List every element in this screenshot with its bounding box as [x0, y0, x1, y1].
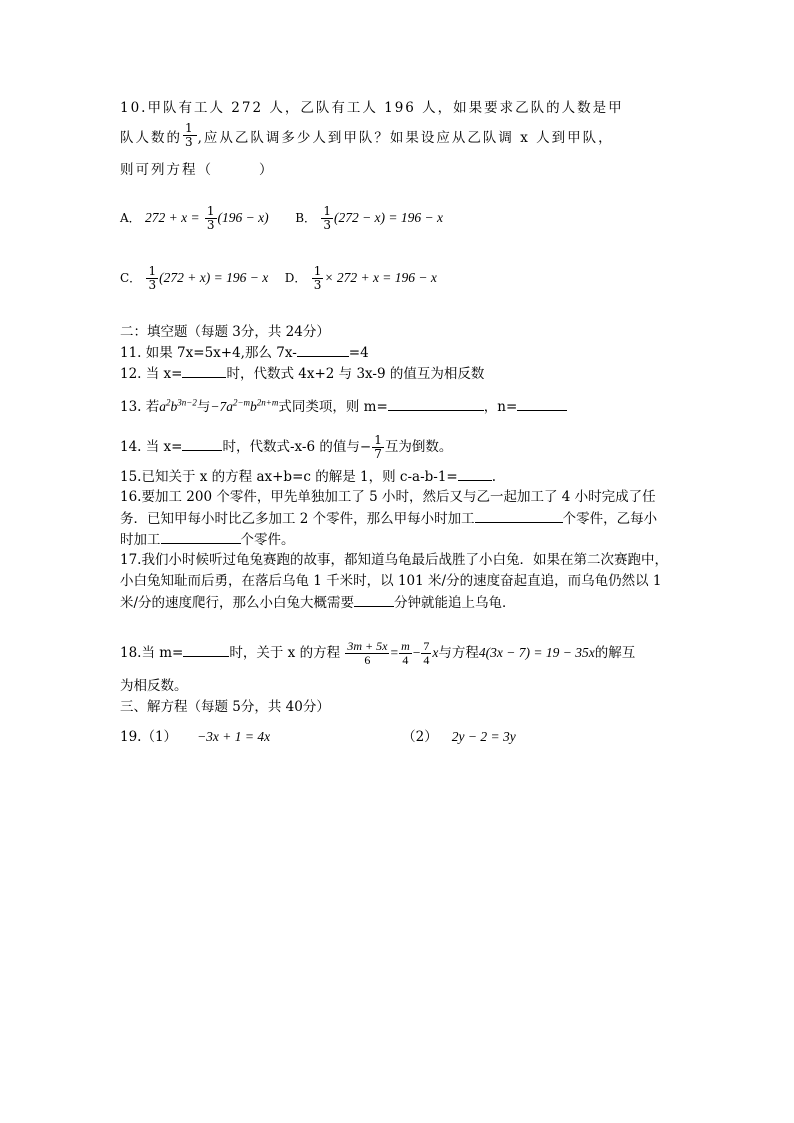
- q18-line2: 为相反数。: [120, 678, 188, 694]
- q19-eq2: 2y − 2 = 3y: [451, 729, 516, 744]
- q16-line1: 16.要加工 200 个零件，甲先单独加工了 5 小时，然后又与乙一起加工了 4 小时完成了任: [120, 489, 656, 505]
- q10-line3: 则可列方程（ ）: [120, 162, 275, 178]
- q18-blank[interactable]: [183, 642, 229, 657]
- q17-blank[interactable]: [354, 592, 394, 607]
- q13: 13. 若$a^2b^{3n-2}$与$-7a^{2-m}b^{2n+m}$式同类项，则 m= ，n=: [120, 396, 680, 417]
- q12-blank[interactable]: [182, 363, 226, 378]
- q10-options-ab: A． 272 + x = $\frac{1}{3}$ (196 − x) B． $\frac{1}{3}$ (272 − x) = 196 − x: [120, 204, 444, 232]
- option-c-eq: (272 + x) = 196 − x: [159, 270, 269, 285]
- option-a-eq-right: (196 − x): [217, 210, 269, 225]
- option-a-label: A．: [120, 211, 141, 225]
- q16-blank-a[interactable]: [475, 508, 563, 523]
- q13-blank-n[interactable]: [517, 396, 567, 411]
- q19-eq1: −3x + 1 = 4x: [197, 729, 271, 744]
- option-d-label: D．: [284, 271, 307, 285]
- q16-line3: 时加工 个零件。: [120, 529, 680, 550]
- option-b-label: B．: [295, 211, 317, 225]
- q10-frac-den: 3: [185, 135, 195, 149]
- q12: 12. 当 x= 时，代数式 4x+2 与 3x-9 的值互为相反数: [120, 363, 680, 384]
- option-a-eq-left: 272 + x =: [144, 210, 200, 225]
- q14: 14. 当 x= 时，代数式-x-6 的值与− $\frac{1}{7}$ 互为倒数。: [120, 433, 453, 461]
- section3-title: 三、解方程（每题 5分，共 40分）: [120, 699, 330, 715]
- option-c-label: C．: [120, 271, 142, 285]
- option-d-eq: × 272 + x = 196 − x: [324, 270, 437, 285]
- q18: 18.当 m= 时，关于 x 的方程 $\frac{3m + 5x}{6}$ = $\frac{m}{4}$ − $\frac{7}{4}$ x与方程4(3x − 7) = 19 − 35x的解互: [120, 639, 636, 667]
- q10-line1: 10.甲队有工人 272 人，乙队有工人 196 人，如果要求乙队的人数是甲: [120, 100, 624, 116]
- q14-frac-den: 7: [374, 447, 382, 461]
- q10-line2: 队人数的 $\frac{1}{3}$ ,应从乙队调多少人到甲队？如果设应从乙队调 x 人到甲队，: [120, 121, 614, 149]
- section2-title: 二：填空题（每题 3分，共 24分）: [120, 324, 330, 340]
- q10-options-cd: C． $\frac{1}{3}$ (272 + x) = 196 − x D． $\frac{1}{3}$ × 272 + x = 196 − x: [120, 264, 437, 292]
- q10-frac-num: 1: [185, 121, 195, 135]
- q17-line3: 米/分的速度爬行，那么小白兔大概需要 分钟就能追上乌龟．: [120, 592, 680, 613]
- q14-blank[interactable]: [182, 436, 222, 451]
- q16-blank-b[interactable]: [161, 529, 241, 544]
- q19: 19.（1） −3x + 1 = 4x （2） 2y − 2 = 3y: [120, 729, 516, 745]
- q14-frac-num: 1: [374, 433, 382, 447]
- q11-blank[interactable]: [297, 342, 349, 357]
- q13-blank-m[interactable]: [388, 396, 484, 411]
- q16-line2: 务．已知甲每小时比乙多加工 2 个零件，那么甲每小时加工 个零件，乙每小: [120, 508, 680, 529]
- option-b-eq: (272 − x) = 196 − x: [333, 210, 444, 225]
- q17-line2: 小白兔知耻而后勇，在落后乌龟 1 千米时，以 101 米/分的速度奋起直追，而乌龟仍然以 1: [120, 573, 662, 589]
- q11: 11. 如果 7x=5x+4,那么 7x- =4: [120, 342, 680, 363]
- q15-blank[interactable]: [458, 466, 492, 481]
- q17-line1: 17.我们小时候听过龟兔赛跑的故事，都知道乌龟最后战胜了小白兔．如果在第二次赛跑中，: [120, 552, 668, 568]
- q15: 15.已知关于 x 的方程 ax+b=c 的解是 1，则 c-a-b-1= .: [120, 466, 680, 487]
